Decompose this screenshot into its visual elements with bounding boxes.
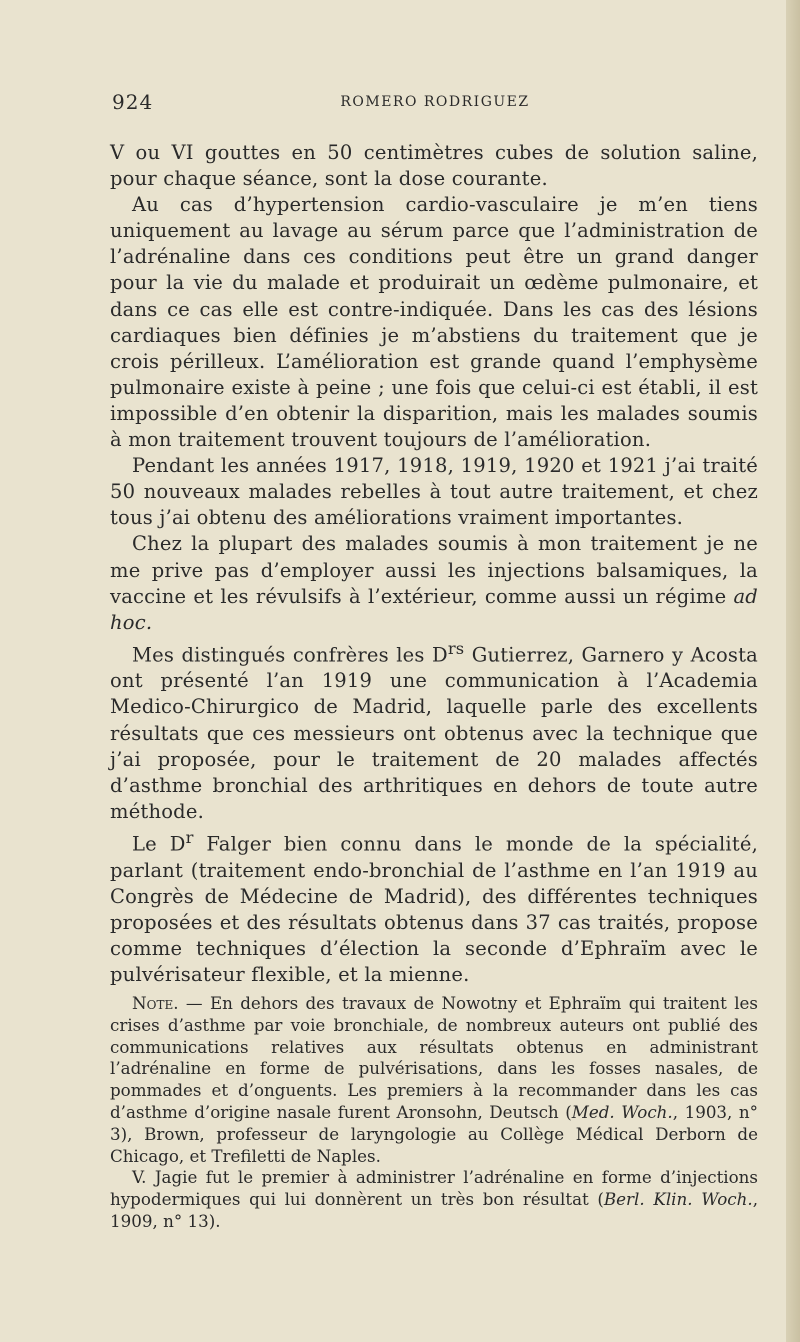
paragraph-6-text-a: Le D xyxy=(132,832,186,856)
note-1-citation: Med. Woch. xyxy=(571,1101,673,1122)
paragraph-6-superscript: r xyxy=(185,827,194,847)
note-2-text-a: V. Jagie fut le premier à administrer l’adrénaline en forme d’injections hypodermiques qui lui donnèrent un très bon résultat ( xyxy=(110,1167,758,1210)
paragraph-5-superscript: rs xyxy=(447,638,465,658)
paragraph-4 xyxy=(110,531,758,635)
running-title: ROMERO RODRIGUEZ xyxy=(340,94,530,110)
body-text xyxy=(110,140,758,988)
footnote xyxy=(110,993,758,1233)
paragraph-3: Pendant les années 1917, 1918, 1919, 1920 et 1921 j’ai traité 50 nouveaux malades rebelles à tout autre traitement, et chez tous j’ai obtenu des améliorations vraiment importantes. xyxy=(110,454,758,530)
paragraph-2: Au cas d’hypertension cardio-vasculaire je m’en tiens uniquement au lavage au sérum parce que l’administration de l’adrénaline dans ces conditions peut être un grand danger pour la vie du malade et produirait un œdème pulmonaire, et dans ce cas elle est contre-indiquée. Dans les cas des lésions cardiaques bien définies je m’abstiens du traitement que je crois périlleux. L’amélioration est grande quand l’emphysème pulmonaire existe à peine ; une fois que celui-ci est établi, il est impossible d’en obtenir la disparition, mais les malades soumis à mon traitement trouvent toujours de l’amélioration. xyxy=(110,193,758,452)
paragraph-4-italic: ad hoc. xyxy=(110,584,758,634)
paragraph-1: V ou VI gouttes en 50 centimètres cubes de solution saline, pour chaque séance, sont la dose courante. xyxy=(110,141,758,191)
running-head xyxy=(112,90,758,114)
paragraph-4-text: Chez la plupart des malades soumis à mon traitement je ne me prive pas d’employer aussi les injections balsamiques, la vaccine et les révulsifs à l’extérieur, comme aussi un régime xyxy=(110,532,758,608)
paragraph-5-text-a: Mes distingués confrères les D xyxy=(132,643,448,667)
note-label: Note. xyxy=(132,993,179,1013)
paragraph-6-text-b: Falger bien connu dans le monde de la spécialité, parlant (traitement endo-bronchial de l’asthme en l’an 1919 au Congrès de Médecine de Madrid), des différentes techniques proposées et des résultats obtenus dans 37 cas traités, propose comme techniques d’élection la seconde d’Ephraïm avec le pulvérisateur flexible, et la mienne. xyxy=(110,832,758,986)
note-2-text-b: , 1909, n° 13). xyxy=(110,1189,758,1231)
paragraph-5-text-b: Gutierrez, Garnero y Acosta ont présenté l’an 1919 une communication à l’Academia Medico-Chirurgico de Madrid, laquelle parle des excellents résultats que ces messieurs ont obtenus avec la technique que j’ai proposée, pour le traitement de 20 malades affectés d’asthme bronchial des arthritiques en dehors de toute autre méthode. xyxy=(110,643,759,823)
note-paragraph-1 xyxy=(110,993,758,1167)
note-2-citation: Berl. Klin. Woch. xyxy=(603,1189,753,1210)
page-number: 924 xyxy=(112,90,154,114)
note-paragraph-2 xyxy=(110,1167,758,1232)
note-1-text-b: , 1903, n° 3), Brown, professeur de laryngologie au Collège Médical Derborn de Chicago, et Trefiletti de Naples. xyxy=(110,1101,758,1166)
paragraph-5 xyxy=(110,636,758,825)
note-1-text-a: — En dehors des travaux de Nowotny et Ephraïm qui traitent les crises d’asthme par voie bronchiale, de nombreux auteurs ont publié des communications relatives aux résultats obtenus en administrant l’adrénaline en forme de pulvérisations, dans les fosses nasales, de pommades et d’onguents. Les premiers à la recommander dans les cas d’asthme d’origine nasale furent Aronsohn, Deutsch ( xyxy=(110,993,758,1122)
paragraph-6 xyxy=(110,825,758,988)
page-edge xyxy=(786,0,800,1342)
